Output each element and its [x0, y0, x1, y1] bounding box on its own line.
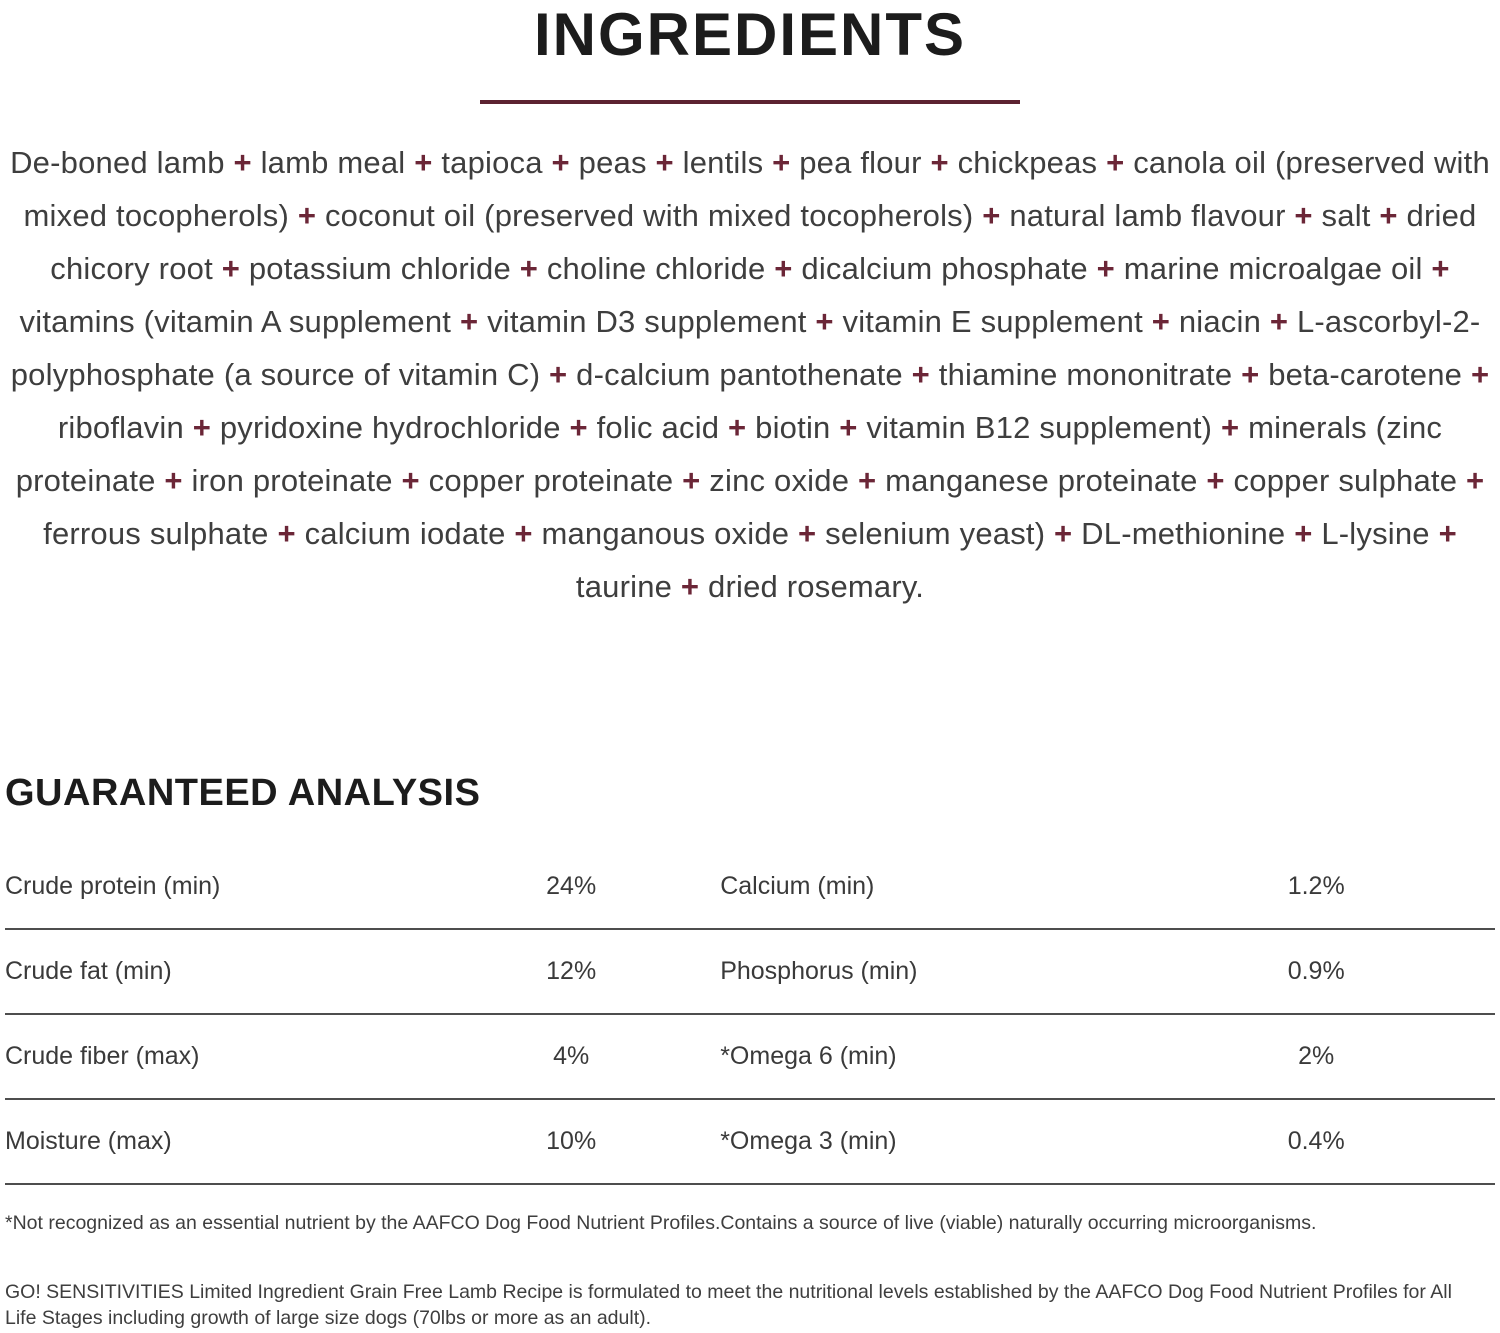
- ingredient-item: chickpeas: [957, 145, 1098, 180]
- plus-separator: +: [789, 516, 826, 551]
- plus-separator: +: [1232, 357, 1269, 392]
- ingredient-item: natural lamb flavour: [1009, 198, 1286, 233]
- ingredient-item: potassium chloride: [248, 251, 511, 286]
- ingredients-paragraph: [5, 136, 1495, 613]
- ga-label: Crude fiber (max): [5, 1042, 200, 1070]
- ingredient-item: vitamin E supplement: [842, 304, 1143, 339]
- ingredient-item: De-boned lamb: [10, 145, 225, 180]
- ga-value: 12%: [546, 957, 597, 985]
- ingredient-item: L-lysine: [1321, 516, 1430, 551]
- plus-separator: +: [510, 251, 547, 286]
- footnote: *Not recognized as an essential nutrient by the AAFCO Dog Food Nutrient Profiles.Contains a source of live (viable) naturally occurring microorganisms.: [5, 1212, 1317, 1234]
- plus-separator: +: [1142, 304, 1179, 339]
- ga-row: [5, 1100, 1495, 1185]
- plus-separator: +: [1045, 516, 1082, 551]
- ingredient-item: DL-methionine: [1081, 516, 1286, 551]
- ingredient-item: lamb meal: [260, 145, 406, 180]
- ingredient-item: manganous oxide: [541, 516, 790, 551]
- plus-separator: +: [405, 145, 442, 180]
- guaranteed-analysis-table: [5, 845, 1495, 1185]
- ingredient-item: vitamins (vitamin A supplement: [19, 304, 452, 339]
- plus-separator: +: [763, 145, 800, 180]
- plus-separator: +: [392, 463, 429, 498]
- ga-label: Phosphorus (min): [720, 957, 918, 985]
- plus-separator: +: [1457, 463, 1485, 498]
- plus-separator: +: [673, 463, 710, 498]
- ga-value: 10%: [546, 1127, 597, 1155]
- plus-separator: +: [542, 145, 579, 180]
- ingredient-item: thiamine mononitrate: [938, 357, 1233, 392]
- ingredient-item: choline chloride: [546, 251, 766, 286]
- plus-separator: +: [765, 251, 802, 286]
- ga-label: *Omega 6 (min): [720, 1042, 897, 1070]
- plus-separator: +: [719, 410, 756, 445]
- ingredient-item: dicalcium phosphate: [801, 251, 1088, 286]
- plus-separator: +: [849, 463, 886, 498]
- plus-separator: +: [451, 304, 488, 339]
- plus-separator: +: [540, 357, 577, 392]
- ga-label: Calcium (min): [720, 872, 875, 900]
- ga-value: 2%: [1298, 1042, 1335, 1070]
- ingredient-item: folic acid: [596, 410, 720, 445]
- ingredient-item: biotin: [755, 410, 831, 445]
- ga-value: 24%: [546, 872, 597, 900]
- ga-value: 0.4%: [1287, 1127, 1345, 1155]
- plus-separator: +: [289, 198, 325, 233]
- ga-row: [5, 1015, 1495, 1100]
- plus-separator: +: [505, 516, 542, 551]
- ingredient-item: vitamin B12 supplement): [866, 410, 1213, 445]
- plus-separator: +: [1285, 516, 1322, 551]
- plus-separator: +: [830, 410, 867, 445]
- plus-separator: +: [1087, 251, 1124, 286]
- ingredient-item: L-ascorbyl-2-polyphosphate (a source of vitamin C): [10, 304, 1481, 392]
- ingredient-item: marine microalgae oil: [1123, 251, 1423, 286]
- ga-label: Moisture (max): [5, 1127, 172, 1155]
- plus-separator: +: [1429, 516, 1457, 551]
- plus-separator: +: [224, 145, 261, 180]
- ingredient-item: pea flour: [799, 145, 922, 180]
- ingredient-item: minerals (zinc proteinate: [15, 410, 1443, 498]
- plus-separator: +: [973, 198, 1010, 233]
- plus-separator: +: [1462, 357, 1490, 392]
- ga-value: 0.9%: [1287, 957, 1345, 985]
- plus-separator: +: [212, 251, 249, 286]
- plus-separator: +: [672, 569, 709, 604]
- ingredient-item: canola oil (preserved with mixed tocopherols): [23, 145, 1490, 233]
- ingredient-item: peas: [578, 145, 647, 180]
- plus-separator: +: [560, 410, 597, 445]
- guaranteed-analysis-heading: GUARANTEED ANALYSIS: [5, 772, 481, 814]
- plus-separator: +: [646, 145, 683, 180]
- ga-row: [5, 930, 1495, 1015]
- plus-separator: +: [1261, 304, 1297, 339]
- plus-separator: +: [155, 463, 192, 498]
- ingredient-item: dried chicory root: [50, 198, 1477, 286]
- ingredient-item: tapioca: [441, 145, 543, 180]
- ingredient-item: pyridoxine hydrochloride: [219, 410, 561, 445]
- formulation-statement: GO! SENSITIVITIES Limited Ingredient Grain Free Lamb Recipe is formulated to meet the nutritional levels established by the AAFCO Dog Food Nutrient Profiles for All Life Stages including growth of large size dogs (70lbs or more as an adult).: [5, 1281, 1452, 1329]
- ingredient-item: ferrous sulphate: [43, 516, 269, 551]
- ingredient-item: vitamin D3 supplement: [487, 304, 807, 339]
- plus-separator: +: [1370, 198, 1407, 233]
- ingredient-item: dried rosemary.: [708, 569, 925, 604]
- ingredient-item: manganese proteinate: [885, 463, 1198, 498]
- ingredient-item: d-calcium pantothenate: [576, 357, 903, 392]
- plus-separator: +: [921, 145, 958, 180]
- ga-row: [5, 845, 1495, 930]
- ga-label: *Omega 3 (min): [720, 1127, 897, 1155]
- plus-separator: +: [1285, 198, 1322, 233]
- ga-value: 4%: [553, 1042, 590, 1070]
- ingredient-item: beta-carotene: [1268, 357, 1463, 392]
- ingredient-item: selenium yeast): [825, 516, 1046, 551]
- ingredient-item: niacin: [1178, 304, 1262, 339]
- ingredient-item: riboflavin: [57, 410, 184, 445]
- ga-value: 1.2%: [1287, 872, 1345, 900]
- plus-separator: +: [183, 410, 220, 445]
- ga-label: Crude fat (min): [5, 957, 172, 985]
- ga-label: Crude protein (min): [5, 872, 221, 900]
- plus-separator: +: [1212, 410, 1249, 445]
- ingredient-item: copper proteinate: [428, 463, 674, 498]
- ingredient-item: calcium iodate: [304, 516, 506, 551]
- ingredient-item: coconut oil (preserved with mixed tocopherols): [324, 198, 974, 233]
- ingredient-item: zinc oxide: [709, 463, 850, 498]
- ingredient-item: lentils: [682, 145, 764, 180]
- plus-separator: +: [1422, 251, 1450, 286]
- plus-separator: +: [902, 357, 939, 392]
- ingredient-item: taurine: [575, 569, 673, 604]
- ingredient-item: copper sulphate: [1233, 463, 1458, 498]
- title-underline: [480, 100, 1020, 104]
- page-title: INGREDIENTS: [533, 1, 967, 68]
- plus-separator: +: [1097, 145, 1134, 180]
- ingredient-item: salt: [1321, 198, 1371, 233]
- plus-separator: +: [806, 304, 843, 339]
- plus-separator: +: [1197, 463, 1234, 498]
- plus-separator: +: [268, 516, 305, 551]
- ingredient-item: iron proteinate: [191, 463, 393, 498]
